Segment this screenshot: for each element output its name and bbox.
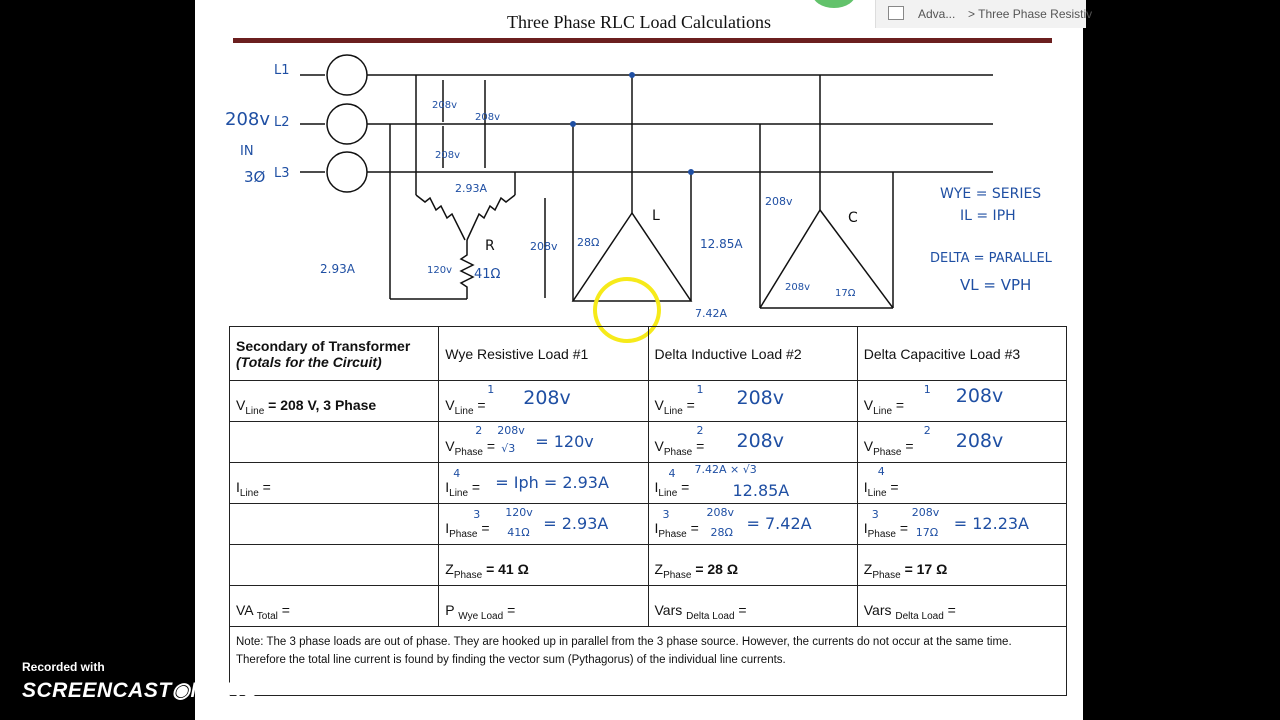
cell-va-total: VA $_{Total}$ =	[230, 586, 439, 627]
svg-text:208v: 208v	[530, 240, 558, 253]
svg-text:28Ω: 28Ω	[577, 236, 600, 249]
svg-text:VL = VPH: VL = VPH	[960, 276, 1032, 294]
svg-text:R: R	[485, 238, 495, 254]
svg-text:3Ø: 3Ø	[244, 168, 266, 186]
cell-iphase-total	[230, 504, 439, 545]
svg-text:208v: 208v	[225, 109, 271, 130]
cell-vline-total: $V_{Line} = 208$ V, 3 Phase	[230, 381, 439, 422]
cell-iline-total: $I_{Line}$ =	[230, 463, 439, 504]
svg-text:L: L	[652, 208, 660, 224]
cell-ind-iphase: $I_{Phase}$ = 3 208v 28Ω = 7.42A	[648, 504, 857, 545]
svg-text:IN: IN	[240, 144, 254, 159]
header-delta-capacitive: Delta Capacitive Load #3	[857, 327, 1066, 381]
cell-wye-vline: $V_{Line}$ = 1 208v	[439, 381, 648, 422]
cell-cap-z: $Z_{Phase} = 17$ Ω	[857, 545, 1066, 586]
cell-wye-vphase: $V_{Phase}$ = 2 208v √3 = 120v	[439, 422, 648, 463]
cell-vars-cap: Vars $_{Delta Load}$ =	[857, 586, 1066, 627]
svg-text:208v: 208v	[432, 100, 458, 111]
svg-text:208v: 208v	[785, 282, 811, 293]
tab-title-short: Adva...	[918, 7, 956, 21]
cell-cap-iline: $I_{Line}$ = 4	[857, 463, 1066, 504]
screencast-logo: SCREENCAST◉MATIC	[22, 679, 258, 702]
cell-ind-vline: $V_{Line}$ = 1 208v	[648, 381, 857, 422]
svg-text:208v: 208v	[435, 150, 461, 161]
svg-text:DELTA = PARALLEL: DELTA = PARALLEL	[930, 251, 1052, 266]
svg-text:208v: 208v	[765, 195, 793, 208]
note-text: Note: The 3 phase loads are out of phase. They are hooked up in parallel from the 3 phase source. However, the currents do not occur at the same time. Therefore the total line current is found by finding the vector sum (Pythagorus) of the individual line currents.	[230, 627, 1067, 696]
header-wye: Wye Resistive Load #1	[439, 327, 648, 381]
svg-text:41Ω: 41Ω	[474, 267, 501, 282]
recorded-with-label: Recorded with	[22, 660, 105, 674]
svg-text:IL = IPH: IL = IPH	[960, 208, 1016, 224]
cell-cap-vphase: $V_{Phase}$ = 2 208v	[857, 422, 1066, 463]
svg-text:WYE = SERIES: WYE = SERIES	[940, 186, 1042, 202]
header-secondary: Secondary of Transformer (Totals for the Circuit)	[230, 327, 439, 381]
document-title: Three Phase RLC Load Calculations	[507, 12, 771, 32]
svg-text:208v: 208v	[475, 112, 501, 123]
svg-text:2.93A: 2.93A	[320, 262, 355, 276]
svg-text:7.42A: 7.42A	[695, 307, 728, 320]
svg-text:C: C	[848, 210, 858, 226]
cell-p-wye: P $_{Wye Load}$ =	[439, 586, 648, 627]
header-delta-inductive: Delta Inductive Load #2	[648, 327, 857, 381]
cell-ind-z: $Z_{Phase} = 28$ Ω	[648, 545, 857, 586]
cell-cap-vline: $V_{Line}$ = 1 208v	[857, 381, 1066, 422]
svg-text:L2: L2	[274, 115, 290, 130]
cell-wye-iphase: $I_{Phase}$ = 3 120v 41Ω = 2.93A	[439, 504, 648, 545]
tab-title-full: > Three Phase Resistiv	[968, 7, 1093, 21]
cell-cap-iphase: $I_{Phase}$ = 3 208v 17Ω = 12.23A	[857, 504, 1066, 545]
calculation-table	[229, 326, 1067, 696]
svg-text:12.85A: 12.85A	[700, 237, 743, 251]
svg-text:L1: L1	[274, 63, 290, 78]
svg-text:17Ω: 17Ω	[835, 288, 856, 299]
cell-wye-z: $Z_{Phase} = 41$ Ω	[439, 545, 648, 586]
cell-wye-iline: $I_{Line}$ = 4 = Iph = 2.93A	[439, 463, 648, 504]
cell-ind-vphase: $V_{Phase}$ = 2 208v	[648, 422, 857, 463]
cell-z-total	[230, 545, 439, 586]
cell-ind-iline: $I_{Line}$ = 4 7.42A × √3 12.85A	[648, 463, 857, 504]
cell-vphase-total	[230, 422, 439, 463]
svg-text:120v: 120v	[427, 265, 453, 276]
svg-text:L3: L3	[274, 166, 290, 181]
svg-text:2.93A: 2.93A	[455, 182, 488, 195]
cell-vars-ind: Vars $_{Delta Load}$ =	[648, 586, 857, 627]
